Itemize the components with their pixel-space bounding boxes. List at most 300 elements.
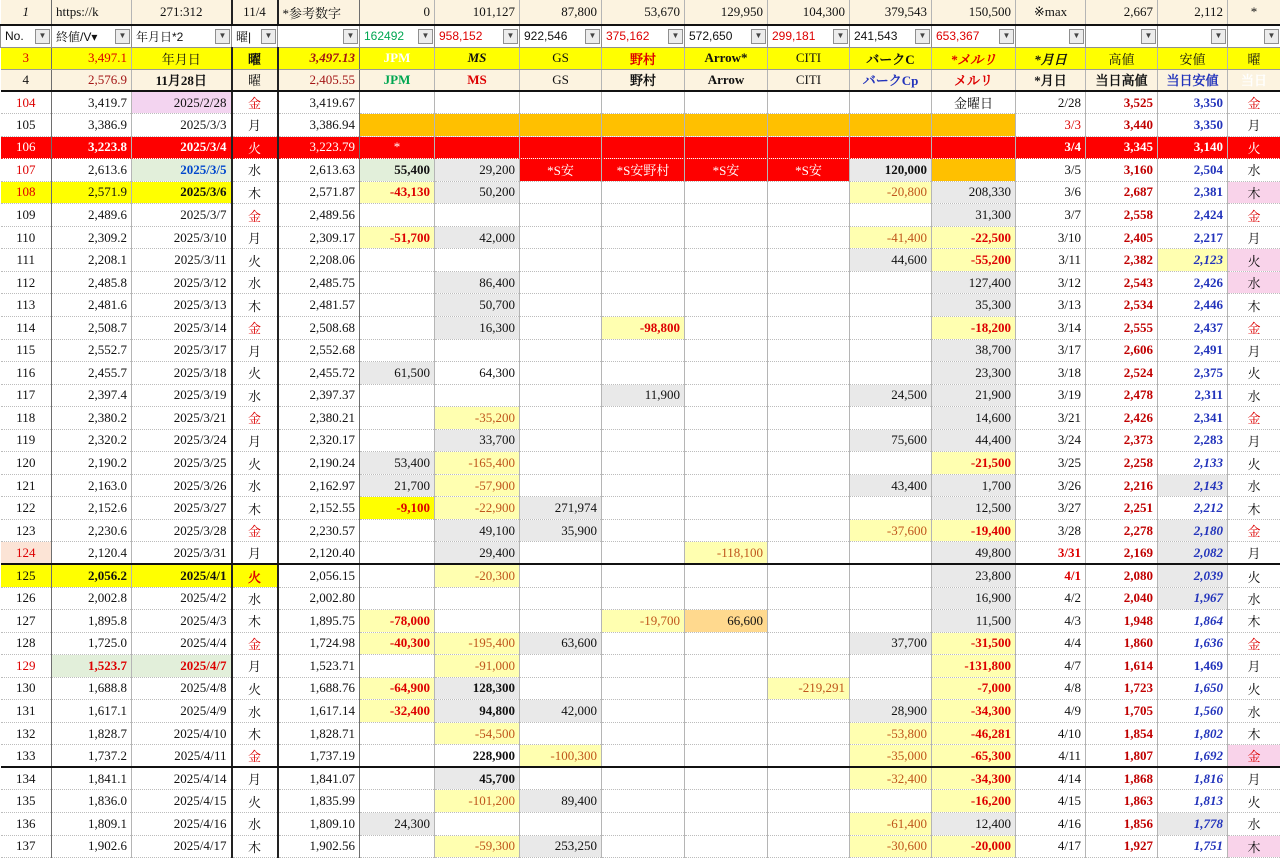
cell-gs[interactable]	[520, 136, 602, 159]
cell-low[interactable]: 2,446	[1158, 294, 1228, 317]
cell-barc[interactable]: 379,543	[850, 0, 932, 25]
cell-date[interactable]: 2025/4/1	[132, 564, 232, 587]
cell-no[interactable]: 112	[1, 271, 52, 294]
cell-wd2[interactable]: 当日	[1228, 69, 1280, 91]
cell-merrill[interactable]: 653,367 ▼	[932, 25, 1016, 47]
cell-arrow[interactable]: Arrow*	[685, 47, 768, 69]
cell-arrow[interactable]: -118,100	[685, 542, 768, 565]
cell-barc[interactable]: 44,600	[850, 249, 932, 272]
cell-ms[interactable]	[435, 204, 520, 227]
cell-close[interactable]: 2,056.2	[52, 564, 132, 587]
cell-wd2[interactable]: 金	[1228, 632, 1280, 655]
cell-vwap[interactable]: 2,380.21	[278, 407, 360, 430]
cell-close[interactable]: 2,481.6	[52, 294, 132, 317]
cell-arrow[interactable]	[685, 91, 768, 114]
cell-arrow[interactable]	[685, 587, 768, 610]
cell-arrow[interactable]	[685, 700, 768, 723]
cell-high[interactable]: 2,258	[1086, 452, 1158, 475]
cell-citi[interactable]	[768, 610, 850, 633]
cell-md[interactable]: *月日	[1016, 69, 1086, 91]
cell-date[interactable]: 2025/4/2	[132, 587, 232, 610]
cell-merrill[interactable]: 11,500	[932, 610, 1016, 633]
cell-md[interactable]: 4/9	[1016, 700, 1086, 723]
cell-date[interactable]: 2025/3/17	[132, 339, 232, 362]
cell-gs[interactable]	[520, 474, 602, 497]
cell-wd2[interactable]: 木	[1228, 181, 1280, 204]
cell-barc[interactable]	[850, 362, 932, 385]
cell-citi[interactable]	[768, 790, 850, 813]
cell-jpm[interactable]: 61,500	[360, 362, 435, 385]
cell-vwap[interactable]: 2,320.17	[278, 429, 360, 452]
cell-close[interactable]: 終値/V▾ ▼	[52, 25, 132, 47]
cell-citi[interactable]	[768, 316, 850, 339]
cell-merrill[interactable]: 31,300	[932, 204, 1016, 227]
cell-nomura[interactable]	[602, 114, 685, 137]
cell-wd[interactable]: 金	[232, 519, 278, 542]
cell-ms[interactable]	[435, 339, 520, 362]
cell-vwap[interactable]: 2,571.87	[278, 181, 360, 204]
cell-arrow[interactable]: 572,650 ▼	[685, 25, 768, 47]
cell-merrill[interactable]: 金曜日	[932, 91, 1016, 114]
cell-wd2[interactable]: 水	[1228, 813, 1280, 836]
cell-wd2[interactable]: 木	[1228, 294, 1280, 317]
cell-md[interactable]: 4/2	[1016, 587, 1086, 610]
cell-barc[interactable]	[850, 339, 932, 362]
cell-vwap[interactable]: 3,497.13	[278, 47, 360, 69]
cell-vwap[interactable]: 2,056.15	[278, 564, 360, 587]
cell-high[interactable]: 2,606	[1086, 339, 1158, 362]
filter-dropdown-icon[interactable]: ▼	[215, 29, 230, 44]
cell-merrill[interactable]	[932, 159, 1016, 182]
cell-md[interactable]: 3/25	[1016, 452, 1086, 475]
cell-wd[interactable]: 水	[232, 587, 278, 610]
filter-dropdown-icon[interactable]: ▼	[668, 29, 683, 44]
cell-wd[interactable]: 月	[232, 339, 278, 362]
cell-barc[interactable]	[850, 114, 932, 137]
cell-no[interactable]: 111	[1, 249, 52, 272]
cell-citi[interactable]: -219,291	[768, 677, 850, 700]
cell-date[interactable]: 2025/4/3	[132, 610, 232, 633]
cell-arrow[interactable]	[685, 362, 768, 385]
cell-vwap[interactable]: 2,190.24	[278, 452, 360, 475]
cell-ms[interactable]: 958,152 ▼	[435, 25, 520, 47]
cell-low[interactable]: 2,112	[1158, 0, 1228, 25]
cell-nomura[interactable]	[602, 339, 685, 362]
cell-jpm[interactable]: 162492 ▼	[360, 25, 435, 47]
cell-wd2[interactable]: 火	[1228, 249, 1280, 272]
cell-no[interactable]: 120	[1, 452, 52, 475]
cell-merrill[interactable]: -7,000	[932, 677, 1016, 700]
cell-arrow[interactable]	[685, 790, 768, 813]
cell-wd2[interactable]: 木	[1228, 722, 1280, 745]
cell-md[interactable]: 3/26	[1016, 474, 1086, 497]
cell-merrill[interactable]: -65,300	[932, 745, 1016, 768]
cell-wd2[interactable]: 水	[1228, 159, 1280, 182]
cell-md[interactable]: 4/8	[1016, 677, 1086, 700]
cell-high[interactable]: 2,478	[1086, 384, 1158, 407]
cell-arrow[interactable]: 66,600	[685, 610, 768, 633]
cell-merrill[interactable]: 208,330	[932, 181, 1016, 204]
cell-barc[interactable]	[850, 136, 932, 159]
cell-jpm[interactable]: JPM	[360, 47, 435, 69]
cell-nomura[interactable]	[602, 655, 685, 678]
cell-citi[interactable]	[768, 497, 850, 520]
cell-high[interactable]: 2,382	[1086, 249, 1158, 272]
cell-wd[interactable]: 月	[232, 226, 278, 249]
cell-jpm[interactable]	[360, 745, 435, 768]
cell-no[interactable]: 106	[1, 136, 52, 159]
cell-arrow[interactable]	[685, 722, 768, 745]
cell-wd[interactable]: 火	[232, 136, 278, 159]
cell-jpm[interactable]	[360, 835, 435, 858]
cell-wd[interactable]: 水	[232, 159, 278, 182]
cell-date[interactable]: 2025/3/11	[132, 249, 232, 272]
cell-citi[interactable]	[768, 114, 850, 137]
cell-vwap[interactable]: 2,208.06	[278, 249, 360, 272]
cell-high[interactable]: 2,405	[1086, 226, 1158, 249]
cell-nomura[interactable]	[602, 294, 685, 317]
cell-high[interactable]: 3,160	[1086, 159, 1158, 182]
cell-jpm[interactable]: -64,900	[360, 677, 435, 700]
cell-merrill[interactable]: -16,200	[932, 790, 1016, 813]
cell-ms[interactable]: 50,200	[435, 181, 520, 204]
cell-nomura[interactable]	[602, 204, 685, 227]
cell-low[interactable]: 3,140	[1158, 136, 1228, 159]
cell-barc[interactable]: -53,800	[850, 722, 932, 745]
cell-gs[interactable]	[520, 362, 602, 385]
cell-wd2[interactable]: 曜	[1228, 47, 1280, 69]
cell-date[interactable]: 2025/3/25	[132, 452, 232, 475]
cell-no[interactable]: 115	[1, 339, 52, 362]
cell-wd2[interactable]: 木	[1228, 497, 1280, 520]
cell-gs[interactable]	[520, 249, 602, 272]
cell-md[interactable]: 3/19	[1016, 384, 1086, 407]
cell-barc[interactable]	[850, 497, 932, 520]
cell-gs[interactable]	[520, 429, 602, 452]
cell-arrow[interactable]	[685, 474, 768, 497]
cell-jpm[interactable]: -9,100	[360, 497, 435, 520]
cell-ms[interactable]	[435, 249, 520, 272]
cell-wd[interactable]: 金	[232, 745, 278, 768]
cell-date[interactable]: 2025/4/14	[132, 767, 232, 790]
cell-nomura[interactable]: 野村	[602, 69, 685, 91]
cell-md[interactable]: *月日	[1016, 47, 1086, 69]
cell-gs[interactable]	[520, 564, 602, 587]
cell-vwap[interactable]: 1,724.98	[278, 632, 360, 655]
cell-nomura[interactable]: 野村	[602, 47, 685, 69]
cell-citi[interactable]	[768, 767, 850, 790]
cell-md[interactable]: 4/1	[1016, 564, 1086, 587]
cell-jpm[interactable]	[360, 790, 435, 813]
cell-date[interactable]: 2025/4/4	[132, 632, 232, 655]
cell-nomura[interactable]	[602, 632, 685, 655]
cell-arrow[interactable]	[685, 429, 768, 452]
cell-citi[interactable]	[768, 339, 850, 362]
cell-no[interactable]: 126	[1, 587, 52, 610]
cell-barc[interactable]	[850, 316, 932, 339]
cell-arrow[interactable]	[685, 835, 768, 858]
cell-md[interactable]: 3/5	[1016, 159, 1086, 182]
cell-wd2[interactable]: 水	[1228, 384, 1280, 407]
cell-merrill[interactable]: 150,500	[932, 0, 1016, 25]
cell-vwap[interactable]: 3,386.94	[278, 114, 360, 137]
cell-jpm[interactable]	[360, 655, 435, 678]
cell-close[interactable]: 2,190.2	[52, 452, 132, 475]
cell-md[interactable]: 3/6	[1016, 181, 1086, 204]
cell-high[interactable]: 1,705	[1086, 700, 1158, 723]
filter-dropdown-icon[interactable]: ▼	[343, 29, 358, 44]
cell-no[interactable]: 3	[1, 47, 52, 69]
cell-md[interactable]: 3/27	[1016, 497, 1086, 520]
cell-gs[interactable]: 87,800	[520, 0, 602, 25]
cell-close[interactable]: 1,737.2	[52, 745, 132, 768]
cell-close[interactable]: 2,455.7	[52, 362, 132, 385]
cell-gs[interactable]: *S安	[520, 159, 602, 182]
cell-wd2[interactable]: 月	[1228, 429, 1280, 452]
cell-wd[interactable]: 木	[232, 497, 278, 520]
cell-close[interactable]: 1,895.8	[52, 610, 132, 633]
cell-md[interactable]: 3/17	[1016, 339, 1086, 362]
cell-low[interactable]: 1,469	[1158, 655, 1228, 678]
cell-md[interactable]: 4/7	[1016, 655, 1086, 678]
cell-no[interactable]: 107	[1, 159, 52, 182]
cell-barc[interactable]: -37,600	[850, 519, 932, 542]
cell-md[interactable]: 3/21	[1016, 407, 1086, 430]
cell-barc[interactable]	[850, 587, 932, 610]
cell-barc[interactable]	[850, 452, 932, 475]
cell-close[interactable]: 2,152.6	[52, 497, 132, 520]
cell-date[interactable]: 2025/3/27	[132, 497, 232, 520]
cell-no[interactable]: 114	[1, 316, 52, 339]
cell-wd[interactable]: 月	[232, 655, 278, 678]
cell-high[interactable]: 2,278	[1086, 519, 1158, 542]
cell-no[interactable]: 116	[1, 362, 52, 385]
cell-low[interactable]: 1,636	[1158, 632, 1228, 655]
cell-citi[interactable]	[768, 655, 850, 678]
cell-jpm[interactable]	[360, 114, 435, 137]
cell-ms[interactable]: 16,300	[435, 316, 520, 339]
cell-gs[interactable]	[520, 407, 602, 430]
cell-md[interactable]: 3/7	[1016, 204, 1086, 227]
cell-low[interactable]: 1,692	[1158, 745, 1228, 768]
cell-merrill[interactable]: *メルリ	[932, 47, 1016, 69]
cell-gs[interactable]	[520, 655, 602, 678]
cell-citi[interactable]	[768, 519, 850, 542]
cell-date[interactable]: 2025/4/16	[132, 813, 232, 836]
cell-high[interactable]: 2,251	[1086, 497, 1158, 520]
cell-nomura[interactable]	[602, 790, 685, 813]
cell-ms[interactable]: 228,900	[435, 745, 520, 768]
cell-high[interactable]: https:/ ▼	[1086, 25, 1158, 47]
cell-barc[interactable]	[850, 204, 932, 227]
cell-citi[interactable]	[768, 294, 850, 317]
cell-vwap[interactable]: 2,485.75	[278, 271, 360, 294]
cell-no[interactable]: 104	[1, 91, 52, 114]
cell-barc[interactable]: 241,543 ▼	[850, 25, 932, 47]
cell-wd[interactable]: 水	[232, 813, 278, 836]
cell-high[interactable]: 2,555	[1086, 316, 1158, 339]
cell-date[interactable]: 2025/3/26	[132, 474, 232, 497]
cell-jpm[interactable]	[360, 339, 435, 362]
cell-date[interactable]: 年月日	[132, 47, 232, 69]
cell-nomura[interactable]	[602, 542, 685, 565]
cell-barc[interactable]: 75,600	[850, 429, 932, 452]
cell-low[interactable]: abutan. ▼	[1158, 25, 1228, 47]
cell-date[interactable]: 2025/3/10	[132, 226, 232, 249]
cell-arrow[interactable]: 129,950	[685, 0, 768, 25]
cell-nomura[interactable]: 11,900	[602, 384, 685, 407]
cell-vwap[interactable]: 1,895.75	[278, 610, 360, 633]
cell-citi[interactable]	[768, 632, 850, 655]
cell-high[interactable]: 1,868	[1086, 767, 1158, 790]
cell-barc[interactable]: 37,700	[850, 632, 932, 655]
cell-wd2[interactable]: 月	[1228, 767, 1280, 790]
cell-close[interactable]: 1,725.0	[52, 632, 132, 655]
cell-ms[interactable]: -101,200	[435, 790, 520, 813]
cell-high[interactable]: 1,860	[1086, 632, 1158, 655]
cell-citi[interactable]	[768, 362, 850, 385]
cell-ms[interactable]: MS	[435, 69, 520, 91]
cell-wd[interactable]: 月	[232, 542, 278, 565]
cell-nomura[interactable]: 53,670	[602, 0, 685, 25]
cell-low[interactable]: 2,375	[1158, 362, 1228, 385]
cell-wd2[interactable]: 水	[1228, 271, 1280, 294]
cell-md[interactable]: 4/10	[1016, 722, 1086, 745]
cell-nomura[interactable]	[602, 835, 685, 858]
cell-arrow[interactable]	[685, 813, 768, 836]
cell-merrill[interactable]: -131,800	[932, 655, 1016, 678]
cell-wd[interactable]: 月	[232, 429, 278, 452]
cell-wd[interactable]: 火	[232, 677, 278, 700]
cell-high[interactable]: 1,863	[1086, 790, 1158, 813]
cell-wd[interactable]: 金	[232, 316, 278, 339]
cell-nomura[interactable]	[602, 564, 685, 587]
cell-ms[interactable]	[435, 610, 520, 633]
cell-close[interactable]: 2,230.6	[52, 519, 132, 542]
cell-high[interactable]: 2,524	[1086, 362, 1158, 385]
cell-arrow[interactable]	[685, 249, 768, 272]
cell-md[interactable]: 3/12	[1016, 271, 1086, 294]
cell-ms[interactable]: -59,300	[435, 835, 520, 858]
cell-md[interactable]: 2/28	[1016, 91, 1086, 114]
cell-wd2[interactable]: 木	[1228, 835, 1280, 858]
cell-merrill[interactable]: -46,281	[932, 722, 1016, 745]
cell-close[interactable]: 2,120.4	[52, 542, 132, 565]
cell-date[interactable]: 2025/3/24	[132, 429, 232, 452]
cell-citi[interactable]	[768, 813, 850, 836]
cell-wd2[interactable]: 火	[1228, 452, 1280, 475]
cell-merrill[interactable]: 23,300	[932, 362, 1016, 385]
cell-gs[interactable]: 253,250	[520, 835, 602, 858]
filter-dropdown-icon[interactable]: ▼	[35, 29, 50, 44]
cell-wd2[interactable]: 月	[1228, 226, 1280, 249]
cell-high[interactable]: 2,080	[1086, 564, 1158, 587]
cell-high[interactable]: 1,854	[1086, 722, 1158, 745]
cell-vwap[interactable]: 2,508.68	[278, 316, 360, 339]
cell-no[interactable]: 131	[1, 700, 52, 723]
cell-close[interactable]: 2,163.0	[52, 474, 132, 497]
cell-no[interactable]: 110	[1, 226, 52, 249]
cell-arrow[interactable]	[685, 745, 768, 768]
cell-nomura[interactable]: -19,700	[602, 610, 685, 633]
cell-ms[interactable]: 101,127	[435, 0, 520, 25]
cell-vwap[interactable]: 1,835.99	[278, 790, 360, 813]
cell-barc[interactable]: -61,400	[850, 813, 932, 836]
cell-no[interactable]: 136	[1, 813, 52, 836]
cell-gs[interactable]: GS	[520, 47, 602, 69]
cell-arrow[interactable]	[685, 632, 768, 655]
cell-barc[interactable]	[850, 294, 932, 317]
cell-arrow[interactable]	[685, 384, 768, 407]
cell-close[interactable]: 2,571.9	[52, 181, 132, 204]
cell-date[interactable]: 2025/3/5	[132, 159, 232, 182]
cell-jpm[interactable]	[360, 564, 435, 587]
cell-merrill[interactable]: 21,900	[932, 384, 1016, 407]
cell-low[interactable]: 1,751	[1158, 835, 1228, 858]
cell-date[interactable]: 2025/3/12	[132, 271, 232, 294]
cell-citi[interactable]	[768, 700, 850, 723]
cell-jpm[interactable]: 55,400	[360, 159, 435, 182]
cell-ms[interactable]: 29,400	[435, 542, 520, 565]
cell-wd[interactable]: 金	[232, 632, 278, 655]
cell-low[interactable]: 1,802	[1158, 722, 1228, 745]
cell-barc[interactable]	[850, 271, 932, 294]
cell-date[interactable]: 2025/4/17	[132, 835, 232, 858]
cell-date[interactable]: 2025/3/13	[132, 294, 232, 317]
cell-no[interactable]: 105	[1, 114, 52, 137]
cell-gs[interactable]: 89,400	[520, 790, 602, 813]
cell-gs[interactable]	[520, 384, 602, 407]
cell-no[interactable]: 122	[1, 497, 52, 520]
cell-vwap[interactable]: 1,902.56	[278, 835, 360, 858]
cell-barc[interactable]	[850, 564, 932, 587]
cell-nomura[interactable]	[602, 587, 685, 610]
cell-md[interactable]: 3/24	[1016, 429, 1086, 452]
cell-no[interactable]: 124	[1, 542, 52, 565]
cell-md[interactable]: 3/10	[1016, 226, 1086, 249]
cell-date[interactable]: 2025/3/18	[132, 362, 232, 385]
cell-wd[interactable]: 木	[232, 610, 278, 633]
cell-date[interactable]: 2025/3/19	[132, 384, 232, 407]
cell-no[interactable]: 109	[1, 204, 52, 227]
cell-high[interactable]: 2,169	[1086, 542, 1158, 565]
cell-wd2[interactable]: 木	[1228, 610, 1280, 633]
cell-high[interactable]: 1,948	[1086, 610, 1158, 633]
cell-close[interactable]: 1,828.7	[52, 722, 132, 745]
cell-arrow[interactable]	[685, 519, 768, 542]
cell-no[interactable]: 1	[1, 0, 52, 25]
cell-gs[interactable]	[520, 294, 602, 317]
cell-barc[interactable]: 24,500	[850, 384, 932, 407]
cell-vwap[interactable]: VWap: ▼	[278, 25, 360, 47]
cell-date[interactable]: 11月28日	[132, 69, 232, 91]
cell-wd2[interactable]: 金	[1228, 204, 1280, 227]
cell-low[interactable]: 2,283	[1158, 429, 1228, 452]
cell-wd[interactable]: 水	[232, 271, 278, 294]
cell-low[interactable]: 3,350	[1158, 91, 1228, 114]
cell-nomura[interactable]	[602, 677, 685, 700]
cell-nomura[interactable]: 375,162 ▼	[602, 25, 685, 47]
cell-ms[interactable]: 50,700	[435, 294, 520, 317]
cell-close[interactable]: 3,386.9	[52, 114, 132, 137]
cell-vwap[interactable]: 1,617.14	[278, 700, 360, 723]
cell-close[interactable]: 1,617.1	[52, 700, 132, 723]
cell-md[interactable]: 3/13	[1016, 294, 1086, 317]
cell-nomura[interactable]	[602, 767, 685, 790]
cell-low[interactable]: 2,143	[1158, 474, 1228, 497]
cell-md[interactable]: 4/11	[1016, 745, 1086, 768]
cell-nomura[interactable]	[602, 452, 685, 475]
